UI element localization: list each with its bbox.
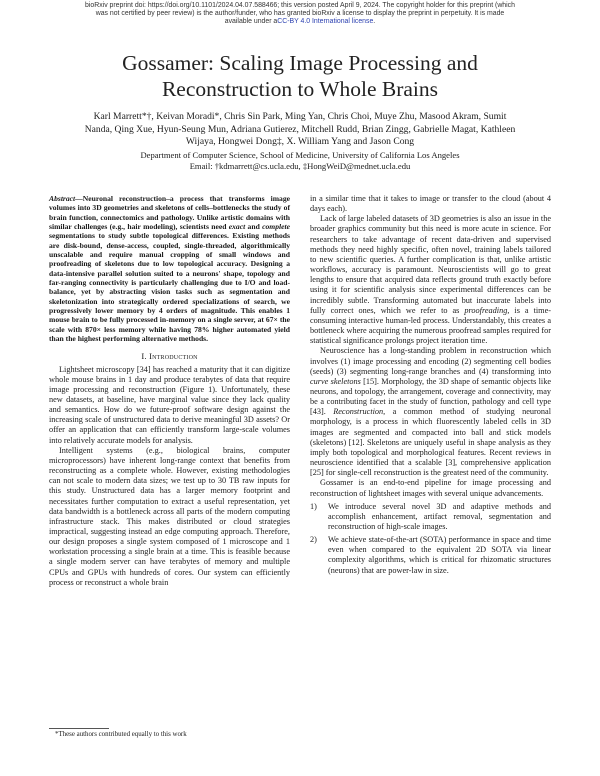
abstract-part-2: and (245, 222, 263, 232)
intro-p3-end: , is a time-consuming interactive human-led process. Understandably, this creates a bottleneck where acquiring the numerous proofread samples required for statistical significance prolongs project iteration time. (310, 305, 551, 346)
authors-line-1: Karl Marrett*†, Keivan Moradi*, Chris Sin Park, Ming Yan, Chris Choi, Muye Zhu, Masood Akram, Sumit (93, 111, 507, 122)
intro-p4-text-c: , a common method of studying neuronal morphology, is a process in which fluorescently labeled cells in 3D images are segmented and compacted into ball and stick models (skeletons) [12]. Skeletons are uniquely useful in shape analysis as they imply both topological and morphological features. Recent reviews in neuroscience identified that a scalable [3], comprehensive application [25] for single-cell reconstruction is the greatest need of the community. (310, 407, 551, 478)
intro-p4-text-a: Neuroscience has a long-standing problem in reconstruction which involves (1) image processing and encoding (2) segmenting cell bodies (seeds) (3) segmenting long-range branches and (4) transforming into (310, 346, 551, 376)
title-line-1: Gossamer: Scaling Image Processing and (122, 51, 478, 75)
list-item-number: 1) (310, 501, 317, 511)
intro-p3-text: Lack of large labeled datasets of 3D geometries is also an issue in the broader graphics community but this need is more acute in science. For researchers to take advantage of recent data-driven and supervised methods they need highly specific, often novel, training labels tailored to new scientific queries. A further complication is that, unlike artistic workflows, accuracy is paramount. Neuroscientists will go to great lengths to ensure that acquired data reflects ground truth exactly before using it for scientific analysis since experimental differences can be incredibly subtle. Transforming automated but inaccurate labels into fully correct ones, which we refer to as (310, 214, 551, 315)
intro-paragraph-5: Gossamer is an end-to-end pipeline for image processing and reconstruction of lightsheet images with several unique advancements. (310, 478, 551, 498)
intro-paragraph-3 (310, 214, 551, 346)
authors-line-3: Wijaya, Hongwei Dong‡, X. William Yang and Jason Cong (185, 136, 415, 148)
affiliation: Department of Computer Science, School of Medicine, University of California Los Angeles (140, 150, 460, 160)
intro-paragraph-2-continued: in a similar time that it takes to image or transfer to the cloud (about 4 days each). (310, 194, 551, 214)
intro-paragraph-2: Intelligent systems (e.g., biological brains, computer microprocessors) have inherent long-range context that benefits from reconstructing as a complete whole. However, existing methodologies can not scale to modern data sizes; we test up to 30 TB raw inputs for this study. Unstructured data has a larger memory footprint and necessitates further computation to extract a useful representation, yet data bandwidth is a bottleneck across all parts of the modern computing infrastructure stack. This makes distributed or cloud strategies impractical, suggesting instead an edge computing approach. Therefore, our design proposes a single system composed of 1 microscope and 1 workstation processing a single brain at a time. This is feasible because a single modern server can have terabytes of memory and multiple CPUs and GPUs with hundreds of cores. Our system can efficiently process or reconstruct a whole brain (49, 445, 290, 587)
banner-line-3-suffix: . (373, 18, 376, 26)
list-item-text: We achieve state-of-the-art (SOTA) performance in space and time even when compared to the equivalent 2D SOTA via linear complexity algorithms, which is critical for rhizomatic structures (neurons) that are power-law in size. (328, 535, 551, 575)
intro-p4-emphasis-reconstruction: Reconstruction (333, 407, 384, 417)
intro-p4-text-b: [15]. Morphology, the 3D shape of semantic objects like neurons, and topology, the arrangement, coverage and connectivity, may be a contributing facet in the study of function, pathology and cell type [43]. (310, 376, 551, 417)
list-item (310, 502, 551, 532)
contact-email: Email: †kdmarrett@cs.ucla.edu, ‡HongWeiD@mednet.ucla.edu (189, 161, 411, 171)
banner-line-3 (38, 18, 562, 26)
right-column (310, 194, 551, 579)
list-item-text: We introduce several novel 3D and adaptive methods and accomplish enhancement, artifact removal, segmentation and reconstruction of high-scale images. (328, 501, 551, 531)
list-item-number: 2) (310, 535, 317, 545)
abstract-emphasis-exact: exact (228, 222, 246, 232)
footnote: *These authors contributed equally to this work (55, 731, 187, 738)
banner-line-3-prefix: available under a (224, 18, 278, 26)
abstract-part-1: —Neuronal reconstruction–a process that transforms image volumes into 3D geometries and skeletons of cells–bottlenecks the study of brain function, connectomics and pathology. Unlike artistic domains with similar challenges (e.g., hair modeling), scientists need (49, 194, 290, 232)
abstract-part-3: segmentations to study subtle topological differences. Existing methods are disk-bound, dense-access, coupled, single-threaded, algorithmically unscalable and require manual cropping of small windows and proofreading of skeletons due to low topological accuracy. Designing a data-intensive parallel solution suited to a neurons' shape, topology and far-ranging connectivity is particularly challenging due to I/O and load-balance, yet by abstracting vision tasks such as segmentation and skeletonization into strategically ordered specializations of search, we progressively lower memory by 4 orders of magnitude. This enables 1 mouse brain to be fully processed in-memory on a single server, at 67× the scale with 870× less memory while having 78% higher automated yield than the highest performing alternative methods. (49, 231, 290, 344)
abstract-lead: Abstract (49, 194, 76, 203)
authors-line-2: Nanda, Qing Xue, Hyun-Seung Mun, Adriana Gutierez, Mitchell Rudd, Brian Zingg, Gabrielle Magat, Kathleen (84, 123, 516, 135)
list-item (310, 535, 551, 576)
abstract-emphasis-complete: complete (262, 222, 290, 232)
abstract (49, 194, 290, 344)
intro-p3-emphasis: proofreading (464, 305, 508, 315)
paper-title (40, 50, 560, 102)
intro-paragraph-4 (310, 346, 551, 478)
section-heading-introduction: I. Introduction (141, 350, 198, 361)
footnote-divider (49, 728, 109, 729)
author-list (44, 111, 556, 149)
intro-p4-emphasis-skeletons: curve skeletons (310, 376, 361, 386)
left-column (49, 194, 290, 588)
preprint-banner (38, 2, 562, 27)
banner-line-2: was not certified by peer review) is the author/funder, who has granted bioRxiv a license to display the preprint in perpetuity. It is made (95, 10, 505, 18)
contribution-list (310, 502, 551, 576)
title-line-2: Reconstruction to Whole Brains (161, 77, 439, 101)
license-link[interactable]: CC-BY 4.0 International license (277, 18, 374, 26)
intro-paragraph-1: Lightsheet microscopy [34] has reached a maturity that it can digitize whole mouse brains in 1 day and produce terabytes of data that require image processing and reconstruction (Figure 1). Unfortunately, these new datasets, at baseline, have marginal value since they lack quality and semantics. How do we future-proof software design against the increasing scale of unstructured data to derive meaningful 3D assets? Or offer an application that can efficiently transform large-scale volumes into relatively accurate models for analysis. (49, 364, 290, 445)
banner-line-1: bioRxiv preprint doi: https://doi.org/10.1101/2024.04.07.588466; this version posted April 9, 2024. The copyright holder for this preprint (which (85, 2, 515, 9)
